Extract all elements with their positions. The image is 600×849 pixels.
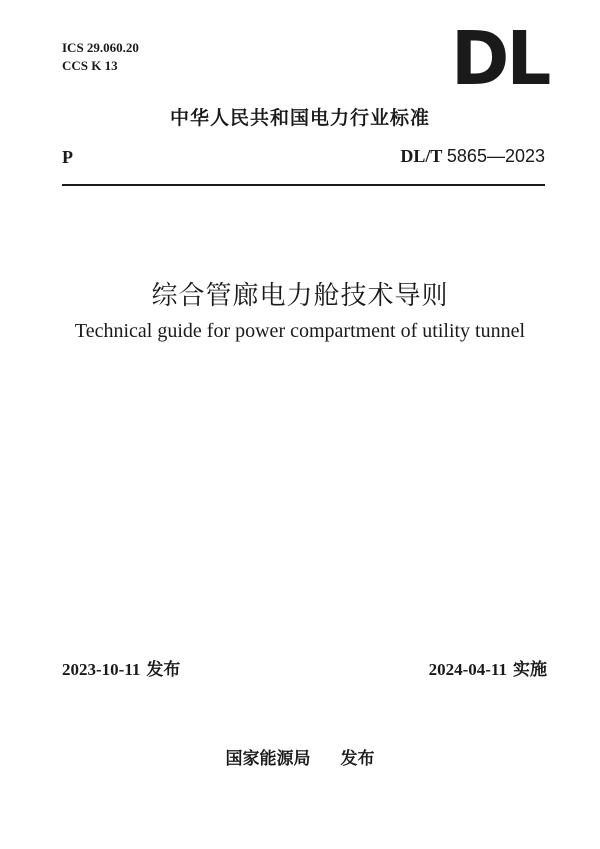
document-title-english: Technical guide for power compartment of utility tunnel <box>74 320 526 342</box>
document-title-chinese: 综合管廊电力舱技术导则 <box>151 281 449 311</box>
implement-label: 实施 <box>513 660 547 680</box>
dl-logo: DL <box>451 16 549 102</box>
issuer-action: 发布 <box>340 749 375 769</box>
classification-code: P <box>62 147 73 167</box>
issuer-line <box>0 744 600 769</box>
issuer-name: 国家能源局 <box>225 749 311 769</box>
implement-date: 2024-04-11 <box>428 660 507 679</box>
publish-label: 发布 <box>146 660 181 680</box>
publish-date: 2023-10-11 <box>62 660 141 679</box>
standard-prefix: DL/T <box>400 146 443 166</box>
organization-title: 中华人民共和国电力行业标准 <box>169 107 430 129</box>
standard-code: 5865—2023 <box>446 146 545 166</box>
header-divider <box>62 184 545 186</box>
ics-code: ICS 29.060.20 <box>62 40 139 55</box>
ccs-code: CCS K 13 <box>62 58 118 73</box>
publish-date-line <box>62 655 180 680</box>
standard-number <box>400 146 545 167</box>
implement-date-line <box>429 655 547 680</box>
